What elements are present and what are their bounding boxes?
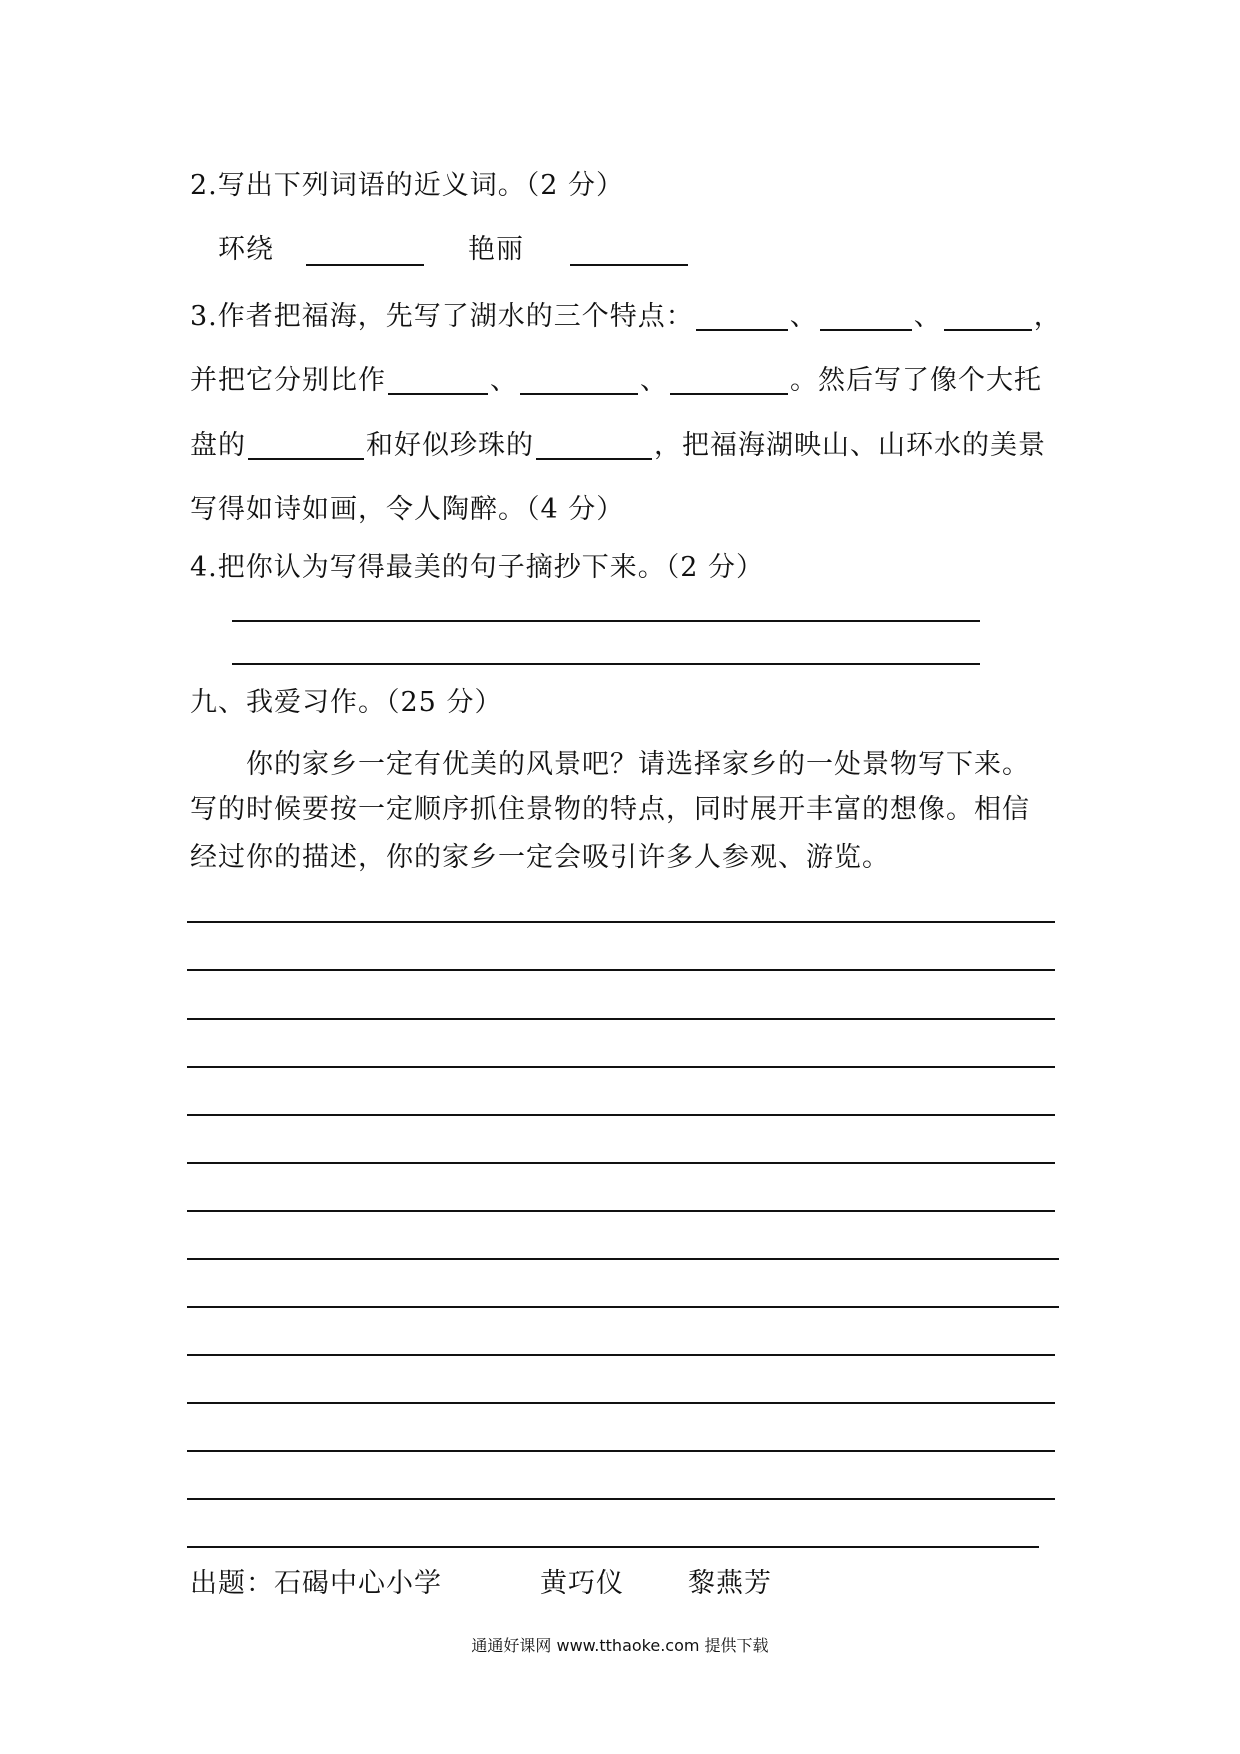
composition-line-6[interactable] [187, 1162, 1055, 1164]
q3-blank-feature-3[interactable] [944, 299, 1032, 331]
composition-line-10[interactable] [187, 1354, 1055, 1356]
section-9-prompt-line-2: 写的时候要按一定顺序抓住景物的特点，同时展开丰富的想像。相信 [190, 794, 1030, 825]
composition-line-4[interactable] [187, 1066, 1055, 1068]
composition-line-5[interactable] [187, 1114, 1055, 1116]
q3-text-3b: 和好似珍珠的 [366, 430, 534, 461]
q3-blank-feature-1[interactable] [696, 299, 788, 331]
q4-answer-line-1[interactable] [232, 620, 980, 622]
q3-blank-compare-2[interactable] [520, 363, 638, 395]
q3-sep: 、 [490, 365, 518, 396]
q2-answer-blank-2[interactable] [570, 264, 688, 266]
q3-line-1 [190, 297, 1062, 337]
section-9-prompt-line-3: 经过你的描述，你的家乡一定会吸引许多人参观、游览。 [190, 842, 890, 873]
q3-end: ， [1033, 301, 1062, 332]
q4-answer-line-2[interactable] [232, 663, 980, 665]
q3-blank-feature-2[interactable] [820, 299, 912, 331]
composition-line-12[interactable] [187, 1450, 1055, 1452]
q3-line-3 [190, 426, 1046, 466]
composition-line-7[interactable] [187, 1210, 1055, 1212]
q3-text-3c: ，把福海湖映山、山环水的美景 [654, 430, 1046, 461]
composition-line-9[interactable] [187, 1306, 1059, 1308]
q3-blank-compare-1[interactable] [388, 363, 488, 395]
q3-sep: 、 [913, 301, 942, 332]
q3-blank-compare-3[interactable] [670, 363, 788, 395]
q2-title: 2.写出下列词语的近义词。（2 分） [190, 170, 625, 201]
q3-text-1: 3.作者把福海，先写了湖水的三个特点： [190, 301, 694, 332]
credits-author-2: 黎燕芳 [688, 1568, 772, 1599]
q2-word-1: 环绕 [218, 234, 274, 265]
q3-text-2: 并把它分别比作 [190, 365, 386, 396]
section-9-title: 九、我爱习作。（25 分） [190, 687, 503, 718]
section-9-prompt-line-1: 你的家乡一定有优美的风景吧？请选择家乡的一处景物写下来。 [246, 749, 1030, 780]
q2-word-2: 艳丽 [468, 234, 524, 265]
composition-line-11[interactable] [187, 1402, 1055, 1404]
q3-line-2 [190, 361, 1042, 401]
composition-line-14[interactable] [187, 1546, 1039, 1548]
composition-line-3[interactable] [187, 1018, 1055, 1020]
q4-title: 4.把你认为写得最美的句子摘抄下来。（2 分） [190, 552, 765, 583]
composition-line-8[interactable] [187, 1258, 1059, 1260]
q3-sep: 、 [640, 365, 668, 396]
q3-blank-tray[interactable] [248, 428, 364, 460]
composition-line-13[interactable] [187, 1498, 1055, 1500]
q3-sep: 、 [789, 301, 818, 332]
composition-line-1[interactable] [187, 921, 1055, 923]
credits-author-1: 黄巧仪 [540, 1568, 624, 1599]
q3-blank-pearl[interactable] [536, 428, 652, 460]
q3-text-3a: 盘的 [190, 430, 246, 461]
credits-label: 出题：石碣中心小学 [190, 1568, 442, 1599]
q2-answer-blank-1[interactable] [306, 264, 424, 266]
composition-line-2[interactable] [187, 969, 1055, 971]
q3-line-4: 写得如诗如画，令人陶醉。（4 分） [190, 494, 625, 525]
download-footer: 通通好课网 www.tthaoke.com 提供下载 [471, 1636, 769, 1655]
q3-text-2b: 。然后写了像个大托 [790, 365, 1042, 396]
